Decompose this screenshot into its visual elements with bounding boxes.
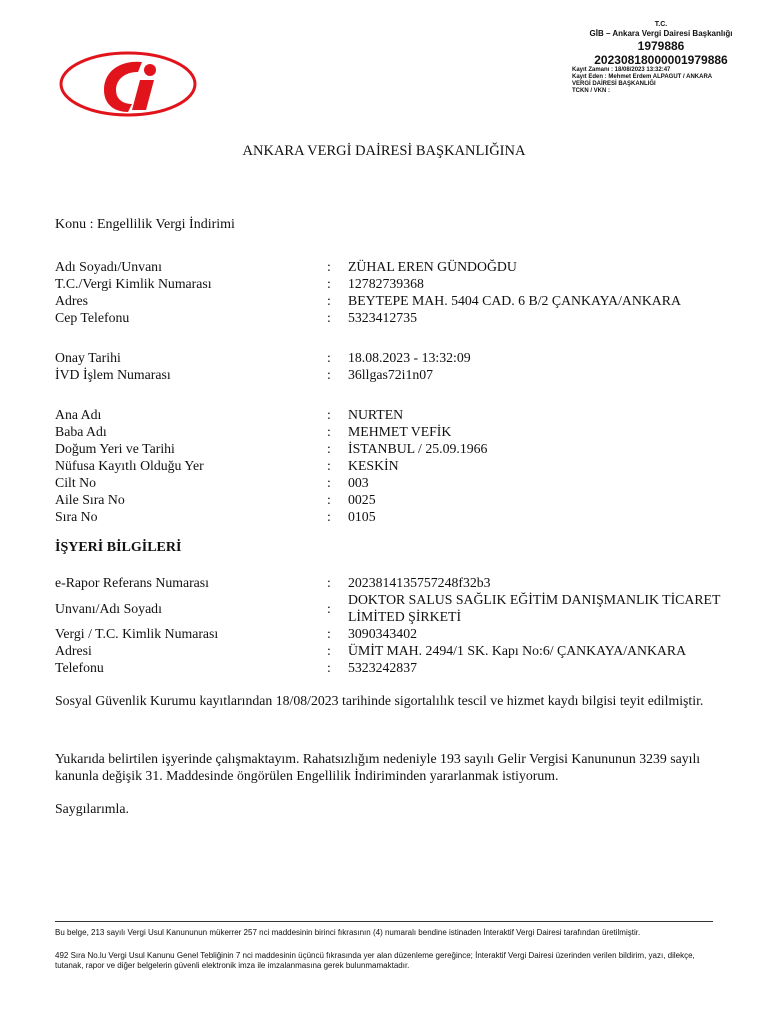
field-label: Cilt No (55, 475, 97, 490)
field-separator: : (327, 259, 331, 274)
field-value: 0105 (348, 509, 376, 524)
field-separator: : (327, 424, 331, 439)
field-separator: : (327, 626, 331, 641)
stamp-short-number: 1979886 (637, 39, 685, 53)
field-value: 36llgas72i1n07 (348, 367, 434, 382)
request-paragraph: Yukarıda belirtilen işyerinde çalışmaktayım. Rahatsızlığım nedeniyle 193 sayılı Gelir Vergisi Kanununun 3239 sayılı kanunla değişik 31. Maddesinde öngörülen Engellilik İndiriminden yararlanmak istiyorum. (55, 751, 701, 783)
field-value: BEYTEPE MAH. 5404 CAD. 6 B/2 ÇANKAYA/ANKARA (348, 293, 681, 308)
field-separator: : (327, 350, 331, 365)
field-value: İSTANBUL / 25.09.1966 (348, 441, 488, 456)
document-heading: ANKARA VERGİ DAİRESİ BAŞKANLIĞINA (242, 143, 526, 159)
stamp-recorded-by: Kayıt Eden : Mehmet Erdem ALPAGUT / ANKARA (572, 74, 713, 80)
field-separator: : (327, 310, 331, 325)
stamp-department: VERGİ DAİRESİ BAŞKANLIĞI (572, 81, 656, 87)
field-separator: : (327, 407, 331, 422)
field-label: Aile Sıra No (55, 492, 125, 507)
field-value: 003 (348, 475, 369, 490)
field-value: 0025 (348, 492, 376, 507)
field-label: Baba Adı (55, 424, 107, 439)
field-separator: : (327, 509, 331, 524)
field-label: Adı Soyadı/Unvanı (55, 259, 162, 274)
field-label: Onay Tarihi (55, 350, 121, 365)
footer-divider (55, 921, 713, 922)
field-label: e-Rapor Referans Numarası (55, 575, 210, 590)
closing-text: Saygılarımla. (55, 801, 129, 816)
field-label: Vergi / T.C. Kimlik Numarası (55, 626, 219, 641)
field-separator: : (327, 575, 331, 590)
gib-logo (58, 50, 198, 118)
field-value: DOKTOR SALUS SAĞLIK EĞİTİM DANIŞMANLIK TİCARET LİMİTED ŞİRKETİ (348, 592, 721, 624)
field-separator: : (327, 441, 331, 456)
field-value: ÜMİT MAH. 2494/1 SK. Kapı No:6/ ÇANKAYA/ANKARA (348, 643, 687, 658)
field-value: KESKİN (348, 458, 399, 473)
field-value: NURTEN (348, 407, 404, 422)
field-label: İVD İşlem Numarası (55, 367, 171, 382)
footer-legal-note-1: Bu belge, 213 sayılı Vergi Usul Kanununun mükerrer 257 nci maddesinin birinci fıkrasının (4) numaralı bendine istinaden İnteraktif Vergi Dairesi tarafından üretilmiştir. (55, 928, 641, 937)
field-label: Unvanı/Adı Soyadı (55, 601, 162, 616)
field-value: 18.08.2023 - 13:32:09 (348, 350, 471, 365)
field-separator: : (327, 475, 331, 490)
field-value: 3090343402 (348, 626, 417, 641)
field-separator: : (327, 293, 331, 308)
registration-stamp (566, 20, 756, 95)
field-label: T.C./Vergi Kimlik Numarası (55, 276, 212, 291)
gib-logo-icon (58, 50, 198, 118)
field-separator: : (327, 276, 331, 291)
stamp-time: Kayıt Zamanı : 18/08/2023 13:32:47 (572, 67, 671, 73)
section-title-workplace: İŞYERİ BİLGİLERİ (55, 540, 182, 555)
field-separator: : (327, 367, 331, 382)
field-value: 12782739368 (348, 276, 424, 291)
subject-line: Konu : Engellilik Vergi İndirimi (55, 217, 235, 232)
field-value: ZÜHAL EREN GÜNDOĞDU (348, 259, 517, 274)
stamp-country: T.C. (654, 21, 668, 28)
stamp-office: GİB – Ankara Vergi Dairesi Başkanlığı (589, 29, 733, 38)
field-label: Sıra No (55, 509, 98, 524)
stamp-long-number: 20230818000001979886 (594, 53, 728, 67)
field-separator: : (327, 458, 331, 473)
sgk-verification-paragraph: Sosyal Güvenlik Kurumu kayıtlarından 18/08/2023 tarihinde sigortalılık tescil ve hizmet kaydı bilgisi teyit edilmiştir. (55, 693, 704, 708)
field-label: Telefonu (55, 660, 104, 675)
field-label: Doğum Yeri ve Tarihi (55, 441, 175, 456)
stamp-tckn: TCKN / VKN : (572, 88, 610, 94)
field-separator: : (327, 492, 331, 507)
field-separator: : (327, 643, 331, 658)
field-value: 5323242837 (348, 660, 417, 675)
field-separator: : (327, 660, 331, 675)
field-label: Nüfusa Kayıtlı Olduğu Yer (55, 458, 204, 473)
field-label: Adresi (55, 643, 92, 658)
field-value: MEHMET VEFİK (348, 424, 452, 439)
footer-legal-note-2: 492 Sıra No.lu Vergi Usul Kanunu Genel Tebliğinin 7 nci maddesinin üçüncü fıkrasında yer alan düzenleme gereğince; İnteraktif Vergi Dairesi üzerinden verilen bildirim, yazı, dilekçe, tutanak, rapor ve diğer belgelerin güvenli elektronik imza ile imzalanmasına gerek bulunmamaktadır. (55, 951, 695, 970)
field-value: 5323412735 (348, 310, 417, 325)
field-label: Cep Telefonu (55, 310, 130, 325)
field-separator: : (327, 601, 331, 616)
field-label: Adres (55, 293, 88, 308)
field-label: Ana Adı (55, 407, 102, 422)
field-value: 2023814135757248f32b3 (348, 575, 491, 590)
